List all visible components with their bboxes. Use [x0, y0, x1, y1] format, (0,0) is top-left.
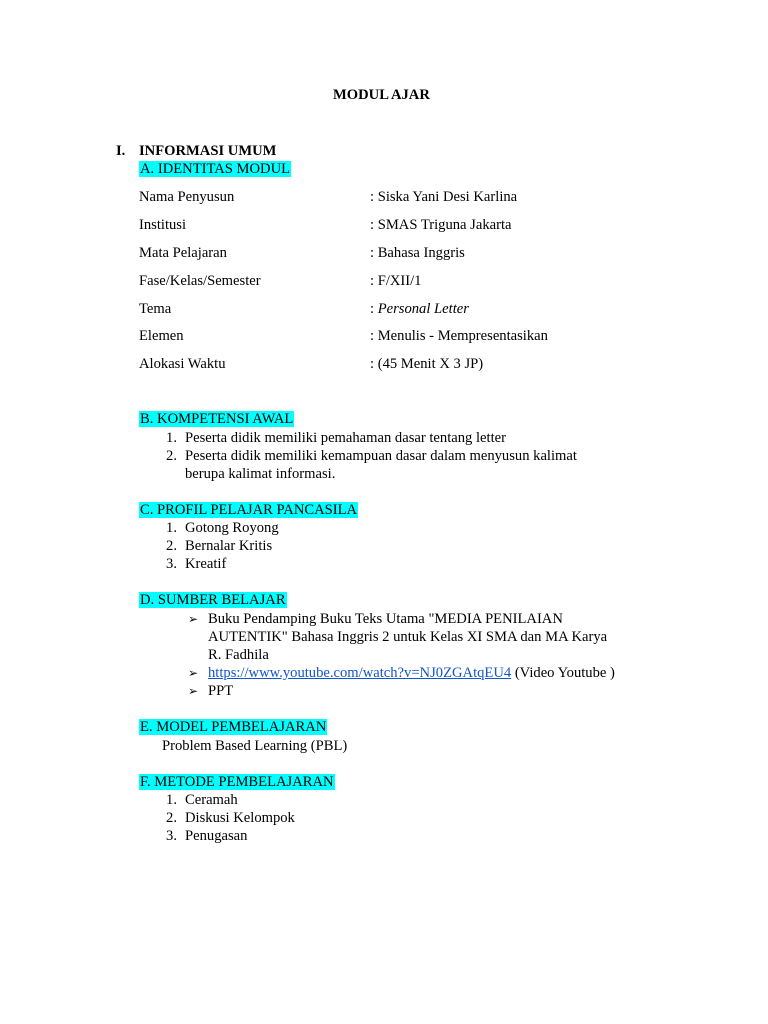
- list-item-continuation: berupa kalimat informasi.: [185, 466, 336, 482]
- subsection-heading-kompetensi-awal: B. KOMPETENSI AWAL: [140, 411, 294, 427]
- identity-value: : Siska Yani Desi Karlina: [370, 189, 518, 205]
- subsection-heading-model-pembelajaran: E. MODEL PEMBELAJARAN: [140, 719, 327, 735]
- list-item: Peserta didik memiliki pemahaman dasar tentang letter: [185, 430, 506, 446]
- identity-value: : Bahasa Inggris: [370, 245, 465, 261]
- section-number: I.: [116, 143, 126, 159]
- list-number: 3.: [166, 828, 177, 844]
- list-item-continuation: R. Fadhila: [208, 647, 269, 663]
- identity-value: : SMAS Triguna Jakarta: [370, 217, 512, 233]
- model-text: Problem Based Learning (PBL): [162, 738, 348, 754]
- subsection-heading-identitas-modul: A. IDENTITAS MODUL: [140, 161, 291, 177]
- list-item: Penugasan: [185, 828, 248, 844]
- list-item-continuation: AUTENTIK" Bahasa Inggris 2 untuk Kelas XI SMA dan MA Karya: [208, 629, 608, 645]
- identity-label: Mata Pelajaran: [139, 245, 227, 261]
- list-number: 3.: [166, 556, 177, 572]
- arrow-bullet-icon: ➢: [188, 684, 199, 698]
- list-item: Diskusi Kelompok: [185, 810, 295, 826]
- list-item: https://www.youtube.com/watch?v=NJ0ZGAtqEU4 (Video Youtube ): [208, 665, 615, 681]
- youtube-link[interactable]: https://www.youtube.com/watch?v=NJ0ZGAtqEU4: [208, 665, 512, 681]
- subsection-heading-profil-pelajar: C. PROFIL PELAJAR PANCASILA: [140, 502, 358, 518]
- arrow-bullet-icon: ➢: [188, 612, 199, 626]
- list-item: Ceramah: [185, 792, 238, 808]
- list-number: 2.: [166, 538, 177, 554]
- list-item: Kreatif: [185, 556, 227, 572]
- identity-value: : F/XII/1: [370, 273, 422, 289]
- identity-label: Elemen: [139, 328, 184, 344]
- list-item: Gotong Royong: [185, 520, 279, 536]
- subsection-heading-sumber-belajar: D. SUMBER BELAJAR: [140, 592, 286, 608]
- list-number: 2.: [166, 448, 177, 464]
- identity-label: Alokasi Waktu: [139, 356, 226, 372]
- identity-label: Fase/Kelas/Semester: [139, 273, 261, 289]
- identity-label: Institusi: [139, 217, 187, 233]
- arrow-bullet-icon: ➢: [188, 666, 199, 680]
- list-item: Bernalar Kritis: [185, 538, 273, 554]
- list-item: Peserta didik memiliki kemampuan dasar dalam menyusun kalimat: [185, 448, 577, 464]
- list-number: 1.: [166, 792, 177, 808]
- list-number: 1.: [166, 520, 177, 536]
- identity-label: Tema: [139, 301, 172, 317]
- list-item: PPT: [208, 683, 234, 699]
- list-number: 2.: [166, 810, 177, 826]
- list-item: Buku Pendamping Buku Teks Utama "MEDIA PENILAIAN: [208, 611, 563, 627]
- identity-value-tema: : Personal Letter: [370, 301, 469, 317]
- identity-value: : Menulis - Mempresentasikan: [370, 328, 548, 344]
- list-number: 1.: [166, 430, 177, 446]
- identity-label: Nama Penyusun: [139, 189, 235, 205]
- section-heading-informasi-umum: INFORMASI UMUM: [139, 143, 277, 159]
- identity-value: : (45 Menit X 3 JP): [370, 356, 484, 372]
- page-title: MODUL AJAR: [333, 87, 430, 103]
- subsection-heading-metode-pembelajaran: F. METODE PEMBELAJARAN: [140, 774, 334, 790]
